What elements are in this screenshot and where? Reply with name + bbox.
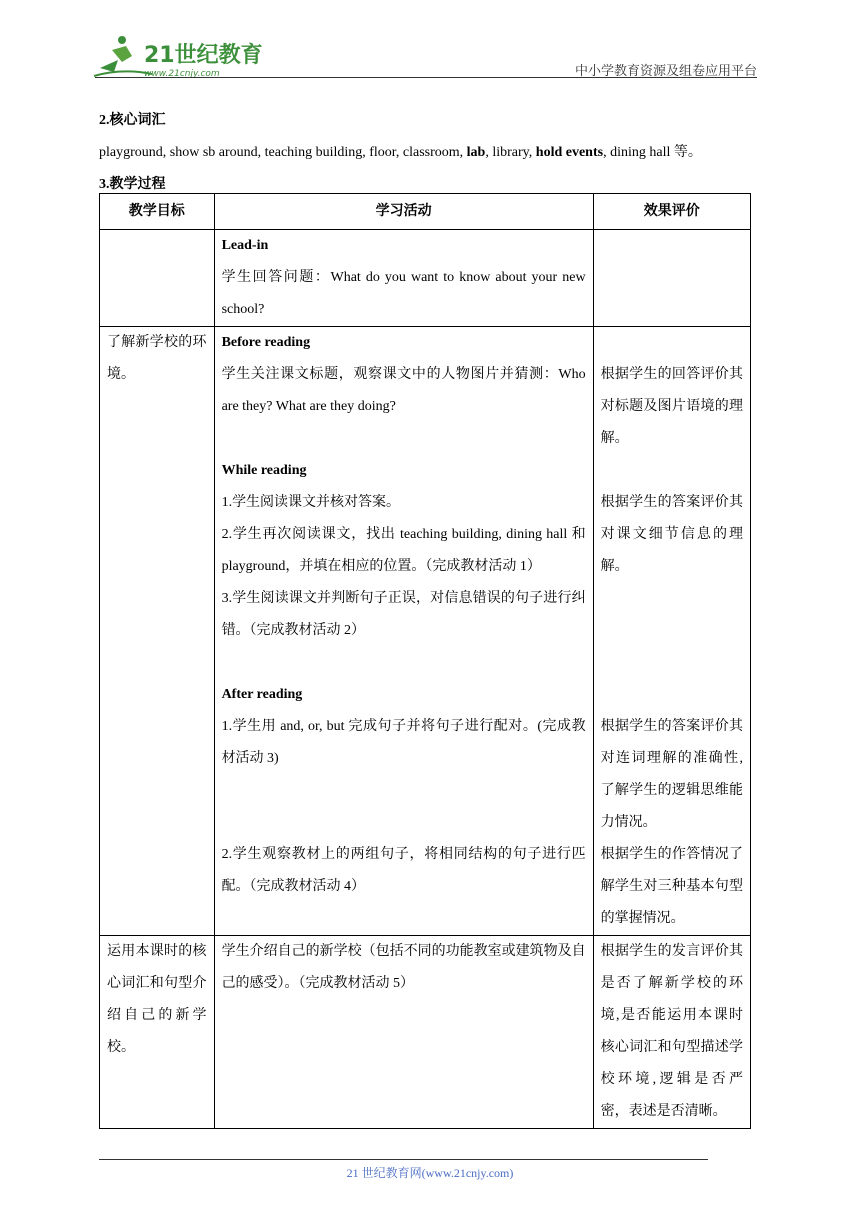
core-vocabulary	[99, 141, 779, 161]
vocab-bold-lab: lab	[466, 145, 486, 160]
before-reading-title: Before reading	[221, 335, 311, 350]
header-divider	[95, 77, 757, 78]
evaluation-cell	[593, 230, 750, 327]
activity-text: 学生介绍自己的新学校（包括不同的功能教室或建筑物及自己的感受）。（完成教材活动 5）	[221, 944, 586, 991]
activity-cell	[214, 936, 593, 1129]
while-reading-step: 2.学生再次阅读课文，找出 teaching building, dining hall 和 playground，并填在相应的位置。（完成教材活动 1）	[221, 527, 586, 574]
goal-cell	[100, 230, 215, 327]
goal-text: 运用本课时的核心词汇和句型介绍自己的新学校。	[107, 944, 207, 1055]
vocab-part: , library,	[485, 145, 536, 160]
after-reading-title: After reading	[221, 687, 303, 702]
after-reading-step: 1.学生用 and, or, but 完成句子并将句子进行配对。(完成教材活动 3)	[221, 719, 586, 766]
table-row	[100, 327, 751, 936]
goal-cell	[100, 327, 215, 936]
table-row	[100, 230, 751, 327]
table-row	[100, 936, 751, 1129]
site-logo	[92, 32, 267, 82]
before-reading-text: 学生关注课文标题，观察课文中的人物图片并猜测：Who are they? What are they doing?	[221, 367, 586, 414]
vocab-bold-hold-events: hold events	[535, 145, 604, 160]
activity-cell	[214, 327, 593, 936]
header-activity: 学习活动	[214, 194, 593, 230]
logo-graphic	[92, 32, 267, 82]
evaluation-cell	[593, 327, 750, 936]
goal-text: 了解新学校的环境。	[107, 335, 207, 382]
goal-cell	[100, 936, 215, 1129]
footer-divider	[99, 1159, 708, 1160]
footer-text: 21 世纪教育网(www.21cnjy.com)	[346, 1166, 514, 1180]
evaluation-text: 根据学生的答案评价其对连词理解的准确性,了解学生的逻辑思维能力情况。	[600, 719, 743, 830]
while-reading-step: 1.学生阅读课文并核对答案。	[221, 495, 401, 510]
vocab-part: playground, show sb around, teaching building, floor, classroom,	[99, 145, 467, 160]
lead-in-title: Lead-in	[221, 238, 269, 253]
lead-in-text: 学生回答问题：What do you want to know about your new school?	[221, 270, 586, 317]
after-reading-step: 2.学生观察教材上的两组句子，将相同结构的句子进行匹配。（完成教材活动 4）	[221, 847, 586, 894]
vocab-part: , dining hall 等。	[603, 145, 702, 160]
while-reading-step: 3.学生阅读课文并判断句子正误，对信息错误的句子进行纠错。（完成教材活动 2）	[221, 591, 586, 638]
evaluation-text: 根据学生的回答评价其对标题及图片语境的理解。	[600, 367, 743, 446]
platform-name: 中小学教育资源及组卷应用平台	[574, 63, 757, 78]
evaluation-text: 根据学生的发言评价其是否了解新学校的环境,是否能运用本课时核心词汇和句型描述学校环境,逻辑是否严密，表述是否清晰。	[600, 944, 743, 1119]
header-evaluation: 效果评价	[593, 194, 750, 230]
logo-text: 21世纪教育	[144, 43, 263, 68]
evaluation-text: 根据学生的作答情况了解学生对三种基本句型的掌握情况。	[600, 847, 743, 926]
while-reading-title: While reading	[221, 463, 307, 478]
evaluation-cell	[593, 936, 750, 1129]
section-2-title: 2.核心词汇	[99, 113, 166, 128]
teaching-process-table	[99, 193, 751, 1129]
header-goal: 教学目标	[100, 194, 215, 230]
logo-url: www.21cnjy.com	[144, 69, 220, 79]
activity-cell	[214, 230, 593, 327]
table-header-row	[100, 194, 751, 230]
evaluation-text: 根据学生的答案评价其对课文细节信息的理解。	[600, 495, 743, 574]
section-3-title: 3.教学过程	[99, 177, 166, 192]
